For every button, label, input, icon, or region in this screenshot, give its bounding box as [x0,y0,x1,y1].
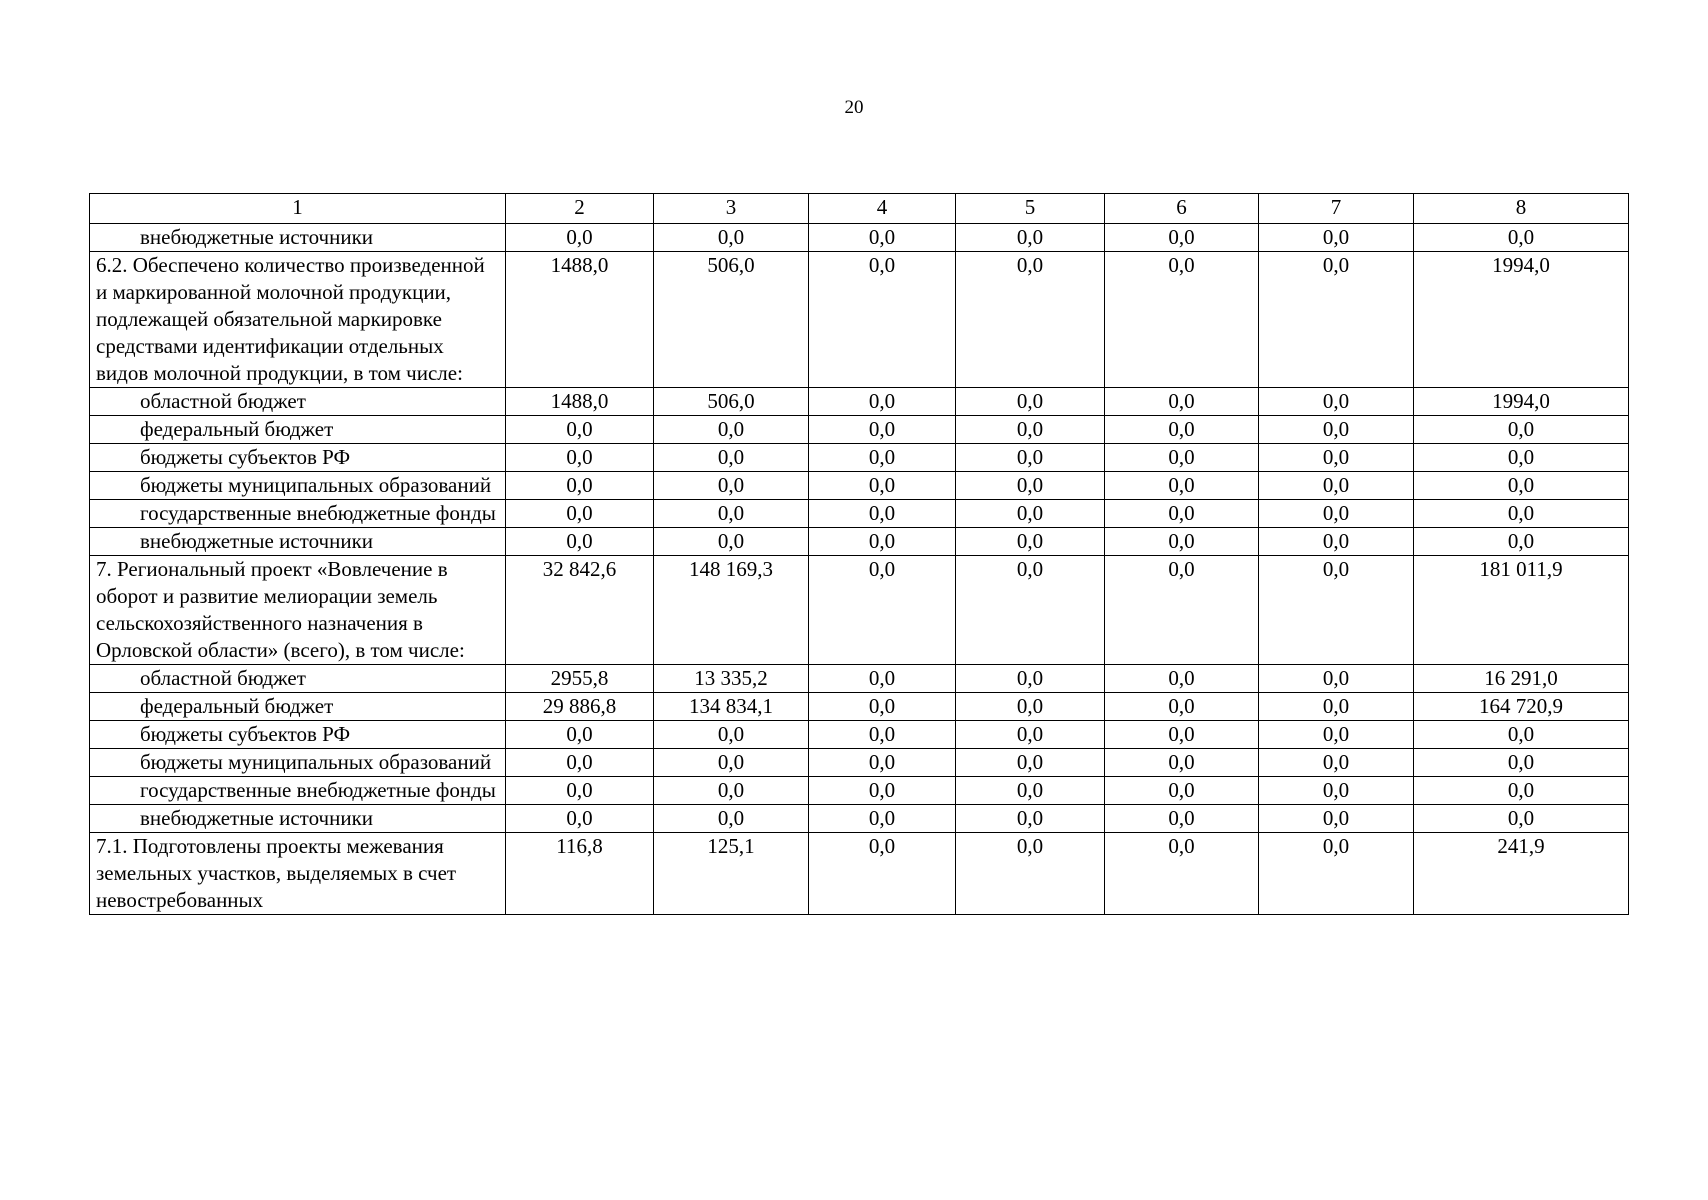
value-cell: 0,0 [809,388,956,416]
value-cell: 0,0 [654,500,809,528]
value-cell: 0,0 [809,528,956,556]
value-cell: 0,0 [654,749,809,777]
row-label: федеральный бюджет [90,416,506,444]
budget-table [89,193,1629,915]
value-cell: 0,0 [654,721,809,749]
value-cell: 2955,8 [506,665,654,693]
value-cell: 0,0 [1105,444,1259,472]
value-cell: 0,0 [506,416,654,444]
value-cell: 0,0 [1259,416,1414,444]
value-cell: 0,0 [1105,693,1259,721]
value-cell: 0,0 [956,777,1105,805]
value-cell: 0,0 [1259,252,1414,388]
header-cell: 1 [90,194,506,224]
value-cell: 29 886,8 [506,693,654,721]
value-cell: 0,0 [1259,833,1414,915]
value-cell: 0,0 [654,224,809,252]
table-row [90,833,1629,915]
value-cell: 0,0 [809,833,956,915]
value-cell: 0,0 [1105,416,1259,444]
value-cell: 0,0 [1105,556,1259,665]
value-cell: 0,0 [809,472,956,500]
value-cell: 0,0 [1105,388,1259,416]
value-cell: 0,0 [506,805,654,833]
row-label: бюджеты муниципальных образований [90,749,506,777]
value-cell: 181 011,9 [1414,556,1629,665]
value-cell: 0,0 [809,777,956,805]
value-cell: 0,0 [956,444,1105,472]
value-cell: 241,9 [1414,833,1629,915]
value-cell: 134 834,1 [654,693,809,721]
value-cell: 0,0 [956,721,1105,749]
table-row [90,721,1629,749]
value-cell: 0,0 [1105,224,1259,252]
row-label: 7. Региональный проект «Вовлечение в оборот и развитие мелиорации земель сельскохозяйственного назначения в Орловской области» (всего), в том числе: [90,556,506,665]
row-label: внебюджетные источники [90,528,506,556]
value-cell: 0,0 [1259,388,1414,416]
value-cell: 0,0 [506,721,654,749]
value-cell: 125,1 [654,833,809,915]
value-cell: 0,0 [1414,472,1629,500]
row-label: внебюджетные источники [90,805,506,833]
value-cell: 13 335,2 [654,665,809,693]
value-cell: 0,0 [956,528,1105,556]
value-cell: 148 169,3 [654,556,809,665]
row-label: государственные внебюджетные фонды [90,500,506,528]
value-cell: 0,0 [956,472,1105,500]
value-cell: 0,0 [809,556,956,665]
table-row [90,416,1629,444]
value-cell: 0,0 [654,416,809,444]
row-label: бюджеты субъектов РФ [90,721,506,749]
row-label: областной бюджет [90,665,506,693]
value-cell: 0,0 [956,388,1105,416]
value-cell: 506,0 [654,388,809,416]
header-cell: 4 [809,194,956,224]
value-cell: 0,0 [654,444,809,472]
value-cell: 0,0 [1259,500,1414,528]
row-label: бюджеты муниципальных образований [90,472,506,500]
value-cell: 0,0 [654,777,809,805]
value-cell: 0,0 [809,416,956,444]
header-cell: 5 [956,194,1105,224]
row-label: бюджеты субъектов РФ [90,444,506,472]
value-cell: 16 291,0 [1414,665,1629,693]
value-cell: 0,0 [1259,528,1414,556]
value-cell: 1994,0 [1414,388,1629,416]
value-cell: 0,0 [1259,777,1414,805]
value-cell: 0,0 [1105,749,1259,777]
table-row [90,472,1629,500]
value-cell: 0,0 [1105,833,1259,915]
value-cell: 0,0 [1259,472,1414,500]
value-cell: 0,0 [809,805,956,833]
table-row [90,388,1629,416]
value-cell: 0,0 [1105,777,1259,805]
value-cell: 0,0 [809,721,956,749]
header-cell: 6 [1105,194,1259,224]
header-cell: 8 [1414,194,1629,224]
value-cell: 0,0 [1414,721,1629,749]
value-cell: 0,0 [1105,472,1259,500]
value-cell: 0,0 [1105,528,1259,556]
value-cell: 116,8 [506,833,654,915]
value-cell: 0,0 [1414,500,1629,528]
table-row [90,224,1629,252]
value-cell: 0,0 [506,472,654,500]
value-cell: 0,0 [1259,556,1414,665]
row-label: внебюджетные источники [90,224,506,252]
value-cell: 0,0 [1414,749,1629,777]
value-cell: 0,0 [1105,805,1259,833]
table-row [90,252,1629,388]
value-cell: 0,0 [1414,528,1629,556]
value-cell: 0,0 [956,665,1105,693]
table-row [90,777,1629,805]
value-cell: 0,0 [809,665,956,693]
value-cell: 0,0 [506,500,654,528]
table-row [90,500,1629,528]
header-cell: 3 [654,194,809,224]
header-cell: 2 [506,194,654,224]
row-label: областной бюджет [90,388,506,416]
value-cell: 0,0 [1105,252,1259,388]
value-cell: 0,0 [956,252,1105,388]
value-cell: 0,0 [1414,416,1629,444]
value-cell: 0,0 [956,556,1105,665]
table-row [90,528,1629,556]
value-cell: 32 842,6 [506,556,654,665]
value-cell: 1488,0 [506,252,654,388]
table-row [90,665,1629,693]
value-cell: 506,0 [654,252,809,388]
value-cell: 0,0 [956,224,1105,252]
value-cell: 0,0 [956,416,1105,444]
value-cell: 0,0 [809,224,956,252]
value-cell: 0,0 [1259,693,1414,721]
value-cell: 0,0 [654,472,809,500]
value-cell: 0,0 [1414,444,1629,472]
value-cell: 0,0 [1414,777,1629,805]
value-cell: 0,0 [809,444,956,472]
table-row [90,693,1629,721]
value-cell: 1994,0 [1414,252,1629,388]
value-cell: 0,0 [1105,721,1259,749]
value-cell: 0,0 [1105,500,1259,528]
value-cell: 0,0 [809,252,956,388]
value-cell: 0,0 [1414,805,1629,833]
value-cell: 0,0 [1259,665,1414,693]
value-cell: 0,0 [1259,721,1414,749]
value-cell: 0,0 [809,500,956,528]
value-cell: 0,0 [1259,805,1414,833]
row-label: 6.2. Обеспечено количество произведенной и маркированной молочной продукции, подлежащей обязательной маркировке средствами идентификации отдельных видов молочной продукции, в том числе: [90,252,506,388]
value-cell: 0,0 [956,805,1105,833]
page-number: 20 [844,97,864,118]
table-row [90,556,1629,665]
value-cell: 1488,0 [506,388,654,416]
value-cell: 164 720,9 [1414,693,1629,721]
value-cell: 0,0 [1259,749,1414,777]
value-cell: 0,0 [506,444,654,472]
value-cell: 0,0 [654,528,809,556]
value-cell: 0,0 [956,693,1105,721]
value-cell: 0,0 [809,693,956,721]
value-cell: 0,0 [956,500,1105,528]
row-label: государственные внебюджетные фонды [90,777,506,805]
table-body [90,194,1629,915]
header-row [90,194,1629,224]
header-cell: 7 [1259,194,1414,224]
table-row [90,805,1629,833]
value-cell: 0,0 [1414,224,1629,252]
value-cell: 0,0 [506,777,654,805]
value-cell: 0,0 [1259,444,1414,472]
row-label: 7.1. Подготовлены проекты межевания земельных участков, выделяемых в счет невостребованных [90,833,506,915]
value-cell: 0,0 [1259,224,1414,252]
value-cell: 0,0 [956,749,1105,777]
value-cell: 0,0 [506,749,654,777]
value-cell: 0,0 [809,749,956,777]
value-cell: 0,0 [956,833,1105,915]
value-cell: 0,0 [506,224,654,252]
table-row [90,749,1629,777]
row-label: федеральный бюджет [90,693,506,721]
value-cell: 0,0 [506,528,654,556]
value-cell: 0,0 [654,805,809,833]
value-cell: 0,0 [1105,665,1259,693]
table-row [90,444,1629,472]
